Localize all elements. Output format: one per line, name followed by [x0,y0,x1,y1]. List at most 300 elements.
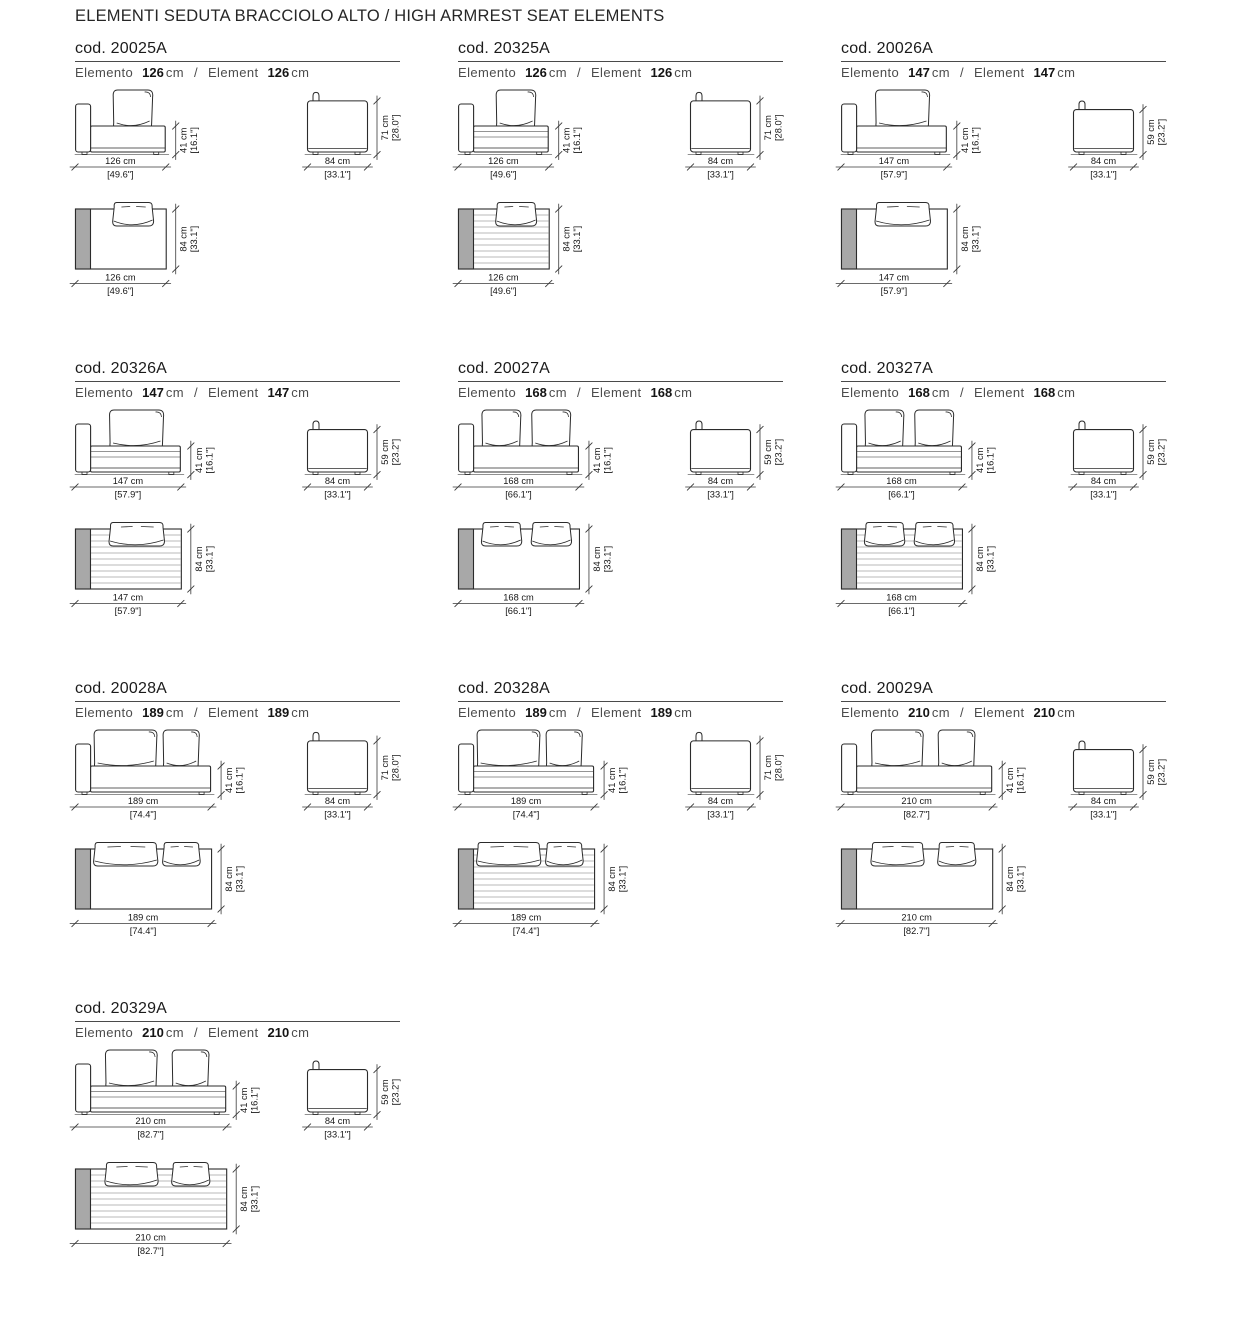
element-label-en: Element [591,385,642,400]
top-width-dimension-inches: [74.4"] [513,926,540,936]
front-height-dimension [954,121,981,160]
front-width-dimension [70,1116,231,1140]
front-height-dimension-value: 41 cm [975,447,985,473]
top-depth-dimension [969,524,996,594]
top-width-dimension [453,272,554,296]
top-depth-dimension-value: 84 cm [1005,866,1015,892]
top-depth-dimension [218,844,245,914]
front-width-dimension-value: 168 cm [503,476,534,486]
front-height-dimension [969,441,996,480]
element-size-unit-it: cm [166,705,184,720]
element-size-value-it: 168 [525,385,547,400]
element-size-unit-it: cm [166,385,184,400]
front-view-svg [75,1048,270,1140]
top-view-svg [458,521,623,617]
element-size-value-en: 126 [267,65,289,80]
front-width-dimension-inches: [49.6"] [107,169,134,179]
element-label-it: Elemento [75,705,133,720]
side-width-dimension-inches: [33.1"] [707,810,734,820]
front-height-dimension [601,761,628,800]
top-view-drawing [458,841,783,941]
top-depth-dimension-inches: [33.1"] [189,226,199,253]
top-width-dimension-inches: [82.7"] [903,926,930,936]
top-depth-dimension-inches: [33.1"] [572,226,582,253]
top-width-dimension [453,912,599,936]
top-depth-dimension-inches: [33.1"] [1016,866,1026,893]
front-height-dimension-inches: [16.1"] [985,447,995,474]
top-view-drawing [75,201,400,301]
side-view-drawing [688,728,792,820]
element-subtitle [841,65,1166,83]
front-height-dimension-inches: [16.1"] [1016,767,1026,794]
side-view-svg [688,408,792,500]
element-size-value-it: 210 [908,705,930,720]
top-depth-dimension-inches: [33.1"] [985,546,995,573]
front-width-dimension-value: 147 cm [879,156,910,166]
top-view-drawing [75,521,400,621]
top-width-dimension-value: 210 cm [135,1232,166,1242]
element-label-it: Elemento [458,705,516,720]
element-label-it: Elemento [841,385,899,400]
element-size-unit-en: cm [1057,385,1075,400]
element-size-unit-it: cm [549,385,567,400]
side-width-dimension-inches: [33.1"] [1090,170,1117,180]
side-view-drawing [305,88,409,180]
element-label-en: Element [208,705,259,720]
element-size-value-en: 189 [267,705,289,720]
element-size-unit-en: cm [291,1025,309,1040]
front-height-dimension-inches: [16.1"] [618,767,628,794]
element-subtitle [75,705,400,723]
front-height-dimension-inches: [16.1"] [602,447,612,474]
top-width-dimension [70,272,171,296]
side-height-dimension-value: 59 cm [1146,119,1156,145]
element-size-unit-it: cm [549,65,567,80]
side-width-dimension [686,156,756,180]
element-code: cod. 20028A [75,680,400,699]
element-label-it: Elemento [841,705,899,720]
top-depth-dimension-inches: [33.1"] [618,866,628,893]
front-height-dimension [188,441,215,480]
side-width-dimension-inches: [33.1"] [324,810,351,820]
side-view-drawing [305,728,409,820]
front-side-views-row [841,408,1166,504]
elements-grid [75,40,1166,1320]
top-width-dimension-inches: [82.7"] [137,1246,164,1256]
side-view-svg [305,408,409,500]
side-view-svg [1071,88,1175,180]
element-label-en: Element [208,385,259,400]
side-width-dimension-inches: [33.1"] [324,170,351,180]
side-view-svg [305,728,409,820]
front-width-dimension-value: 168 cm [886,476,917,486]
front-height-dimension-value: 41 cm [592,447,602,473]
element-code: cod. 20329A [75,1000,400,1019]
top-depth-dimension-value: 84 cm [592,546,602,572]
top-depth-dimension [601,844,628,914]
side-width-dimension [303,1116,373,1140]
front-side-views-row [458,728,783,824]
element-size-value-it: 189 [142,705,164,720]
front-side-views-row [75,408,400,504]
element-size-unit-en: cm [674,385,692,400]
element-cell-20328A [458,680,783,1000]
side-width-dimension-inches: [33.1"] [324,490,351,500]
front-width-dimension-inches: [74.4"] [513,809,540,819]
side-height-dimension-inches: [23.2"] [1157,759,1167,786]
top-view-svg [458,201,593,297]
side-view-svg [305,1048,409,1140]
side-view-drawing [1071,408,1175,500]
side-width-dimension-value: 84 cm [708,156,734,166]
front-height-dimension-inches: [16.1"] [204,447,214,474]
side-height-dimension [1140,425,1167,480]
subtitle-separator: / [577,65,581,80]
front-width-dimension [453,476,584,500]
subtitle-separator: / [577,705,581,720]
front-width-dimension [70,796,216,820]
element-label-it: Elemento [458,385,516,400]
element-cell-20326A [75,360,400,680]
top-view-svg [841,201,991,297]
element-subtitle [458,705,783,723]
side-height-dimension-value: 59 cm [1146,759,1156,785]
side-width-dimension-value: 84 cm [325,1116,351,1126]
top-width-dimension [70,592,186,616]
top-depth-dimension [233,1164,260,1234]
divider [75,701,400,702]
element-code: cod. 20326A [75,360,400,379]
top-width-dimension-value: 168 cm [886,592,917,602]
element-subtitle [75,385,400,403]
front-width-dimension [70,156,171,180]
element-code: cod. 20325A [458,40,783,59]
front-height-dimension [999,761,1026,800]
side-height-dimension [374,425,401,480]
front-width-dimension [836,476,967,500]
front-view-svg [841,408,1006,500]
divider [75,61,400,62]
front-side-views-row [75,1048,400,1144]
front-width-dimension [453,796,599,820]
top-width-dimension [836,912,997,936]
front-view-drawing [458,408,623,500]
side-height-dimension-value: 59 cm [1146,439,1156,465]
element-code: cod. 20026A [841,40,1166,59]
element-size-value-en: 147 [267,385,289,400]
front-height-dimension [173,121,200,160]
element-subtitle [841,385,1166,403]
front-side-views-row [458,408,783,504]
front-height-dimension [233,1081,260,1120]
front-width-dimension-value: 126 cm [105,156,136,166]
front-view-drawing [841,408,1006,500]
element-size-value-it: 126 [142,65,164,80]
front-side-views-row [841,88,1166,184]
side-view-svg [688,728,792,820]
front-width-dimension-inches: [82.7"] [903,809,930,819]
top-view-svg [75,201,210,297]
top-depth-dimension-value: 84 cm [179,226,189,252]
element-code: cod. 20029A [841,680,1166,699]
top-width-dimension [836,592,967,616]
front-height-dimension-value: 41 cm [562,127,572,153]
top-width-dimension [836,272,952,296]
top-view-drawing [841,521,1166,621]
side-width-dimension-value: 84 cm [708,796,734,806]
front-width-dimension-value: 189 cm [511,796,542,806]
side-height-dimension [757,96,784,160]
element-size-unit-en: cm [291,65,309,80]
front-width-dimension [836,156,952,180]
side-view-drawing [305,408,409,500]
front-view-svg [75,88,210,180]
top-width-dimension-value: 147 cm [113,592,144,602]
subtitle-separator: / [960,65,964,80]
front-side-views-row [75,728,400,824]
side-height-dimension-inches: [28.0"] [391,754,401,781]
front-height-dimension-value: 41 cm [607,767,617,793]
front-height-dimension-inches: [16.1"] [189,127,199,154]
element-subtitle [75,65,400,83]
element-size-unit-it: cm [166,65,184,80]
front-height-dimension [556,121,583,160]
divider [841,701,1166,702]
front-width-dimension-value: 210 cm [901,796,932,806]
subtitle-separator: / [577,385,581,400]
side-height-dimension-value: 59 cm [380,439,390,465]
top-depth-dimension-value: 84 cm [224,866,234,892]
element-cell-20028A [75,680,400,1000]
element-size-unit-en: cm [674,65,692,80]
subtitle-separator: / [194,705,198,720]
element-size-value-it: 147 [908,65,930,80]
top-width-dimension-inches: [57.9"] [881,286,908,296]
element-size-unit-en: cm [291,385,309,400]
element-label-it: Elemento [75,65,133,80]
element-size-unit-it: cm [549,705,567,720]
element-size-unit-it: cm [932,385,950,400]
side-width-dimension [1069,156,1139,180]
element-label-it: Elemento [841,65,899,80]
side-view-svg [1071,728,1175,820]
front-height-dimension-value: 41 cm [179,127,189,153]
front-view-svg [458,408,623,500]
element-size-unit-it: cm [166,1025,184,1040]
side-width-dimension-value: 84 cm [325,476,351,486]
top-width-dimension-value: 189 cm [128,912,159,922]
element-code: cod. 20327A [841,360,1166,379]
element-size-value-en: 147 [1033,65,1055,80]
front-view-drawing [75,728,255,820]
element-size-value-en: 210 [267,1025,289,1040]
element-size-unit-en: cm [291,705,309,720]
side-height-dimension [374,96,401,160]
element-label-it: Elemento [458,65,516,80]
side-view-drawing [1071,88,1175,180]
side-height-dimension-inches: [23.2"] [391,439,401,466]
page-title: ELEMENTI SEDUTA BRACCIOLO ALTO / HIGH ARMREST SEAT ELEMENTS [75,7,664,26]
front-view-drawing [75,88,210,180]
divider [458,701,783,702]
element-size-value-en: 126 [650,65,672,80]
front-width-dimension-inches: [66.1"] [888,489,915,499]
top-depth-dimension-inches: [33.1"] [250,1186,260,1213]
top-depth-dimension [173,204,200,274]
side-height-dimension-value: 71 cm [763,115,773,141]
front-width-dimension-value: 147 cm [113,476,144,486]
top-depth-dimension-value: 84 cm [562,226,572,252]
divider [75,381,400,382]
side-width-dimension [686,476,756,500]
front-height-dimension-value: 41 cm [239,1087,249,1113]
side-height-dimension [1140,105,1167,160]
front-width-dimension-inches: [57.9"] [115,489,142,499]
top-view-drawing [75,841,400,941]
top-depth-dimension-inches: [33.1"] [970,226,980,253]
side-view-drawing [688,408,792,500]
element-size-value-it: 147 [142,385,164,400]
front-width-dimension [836,796,997,820]
side-width-dimension [686,796,756,820]
top-depth-dimension-value: 84 cm [194,546,204,572]
front-side-views-row [841,728,1166,824]
divider [841,381,1166,382]
side-height-dimension-value: 71 cm [380,755,390,781]
top-depth-dimension-inches: [33.1"] [602,546,612,573]
side-width-dimension-inches: [33.1"] [1090,810,1117,820]
element-size-value-it: 189 [525,705,547,720]
element-size-unit-en: cm [1057,705,1075,720]
top-width-dimension-inches: [57.9"] [115,606,142,616]
side-height-dimension-inches: [23.2"] [774,439,784,466]
front-width-dimension-inches: [66.1"] [505,489,532,499]
side-view-svg [1071,408,1175,500]
front-view-drawing [458,88,593,180]
top-width-dimension-value: 126 cm [105,272,136,282]
front-width-dimension [453,156,554,180]
side-width-dimension-inches: [33.1"] [707,490,734,500]
element-cell-20325A [458,40,783,360]
top-depth-dimension [188,524,215,594]
top-view-svg [75,521,225,617]
top-width-dimension-inches: [49.6"] [490,286,517,296]
divider [75,1021,400,1022]
element-size-value-it: 210 [142,1025,164,1040]
element-label-en: Element [974,65,1025,80]
top-width-dimension-value: 126 cm [488,272,519,282]
front-width-dimension-inches: [74.4"] [130,809,157,819]
element-subtitle [458,65,783,83]
front-view-svg [458,88,593,180]
side-view-svg [305,88,409,180]
subtitle-separator: / [194,1025,198,1040]
element-size-value-it: 168 [908,385,930,400]
side-height-dimension-value: 71 cm [380,115,390,141]
side-width-dimension [303,796,373,820]
top-view-drawing [458,521,783,621]
side-height-dimension-value: 59 cm [763,439,773,465]
front-view-drawing [841,88,991,180]
top-width-dimension-value: 210 cm [901,912,932,922]
top-depth-dimension [556,204,583,274]
element-cell-20026A [841,40,1166,360]
element-label-it: Elemento [75,385,133,400]
top-width-dimension-inches: [49.6"] [107,286,134,296]
top-width-dimension-value: 168 cm [503,592,534,602]
front-view-drawing [841,728,1036,820]
front-height-dimension [218,761,245,800]
side-width-dimension-value: 84 cm [1091,796,1117,806]
front-view-svg [75,408,225,500]
front-width-dimension-inches: [49.6"] [490,169,517,179]
element-size-unit-en: cm [1057,65,1075,80]
side-width-dimension [1069,476,1139,500]
side-height-dimension-inches: [28.0"] [391,114,401,141]
front-width-dimension-inches: [82.7"] [137,1129,164,1139]
subtitle-separator: / [194,65,198,80]
subtitle-separator: / [960,705,964,720]
element-size-unit-it: cm [932,705,950,720]
side-width-dimension-value: 84 cm [325,796,351,806]
element-label-en: Element [591,65,642,80]
side-width-dimension-value: 84 cm [1091,156,1117,166]
divider [841,61,1166,62]
front-width-dimension-value: 210 cm [135,1116,166,1126]
front-height-dimension-inches: [16.1"] [235,767,245,794]
front-side-views-row [458,88,783,184]
element-size-value-it: 126 [525,65,547,80]
element-subtitle [458,385,783,403]
side-height-dimension [374,1065,401,1120]
top-depth-dimension [586,524,613,594]
element-code: cod. 20027A [458,360,783,379]
divider [458,381,783,382]
top-view-drawing [841,841,1166,941]
top-width-dimension [70,912,216,936]
side-width-dimension-inches: [33.1"] [324,1130,351,1140]
side-width-dimension-value: 84 cm [708,476,734,486]
element-size-value-en: 168 [650,385,672,400]
front-height-dimension-inches: [16.1"] [250,1087,260,1114]
top-depth-dimension-inches: [33.1"] [235,866,245,893]
top-width-dimension [70,1232,231,1256]
top-view-drawing [75,1161,400,1261]
side-width-dimension-value: 84 cm [1091,476,1117,486]
element-label-en: Element [208,1025,259,1040]
side-height-dimension [757,425,784,480]
top-depth-dimension-value: 84 cm [239,1186,249,1212]
side-height-dimension-inches: [23.2"] [391,1079,401,1106]
top-view-drawing [458,201,783,301]
top-view-svg [458,841,638,937]
top-view-svg [841,841,1036,937]
front-view-svg [458,728,638,820]
front-view-svg [841,88,991,180]
top-view-svg [841,521,1006,617]
element-subtitle [75,1025,400,1043]
front-view-drawing [75,1048,270,1140]
side-width-dimension-inches: [33.1"] [1090,490,1117,500]
top-width-dimension-inches: [66.1"] [505,606,532,616]
subtitle-separator: / [960,385,964,400]
element-size-unit-en: cm [674,705,692,720]
element-size-value-en: 189 [650,705,672,720]
side-width-dimension [1069,796,1139,820]
side-height-dimension-inches: [28.0"] [774,114,784,141]
side-width-dimension-inches: [33.1"] [707,170,734,180]
top-width-dimension-inches: [74.4"] [130,926,157,936]
